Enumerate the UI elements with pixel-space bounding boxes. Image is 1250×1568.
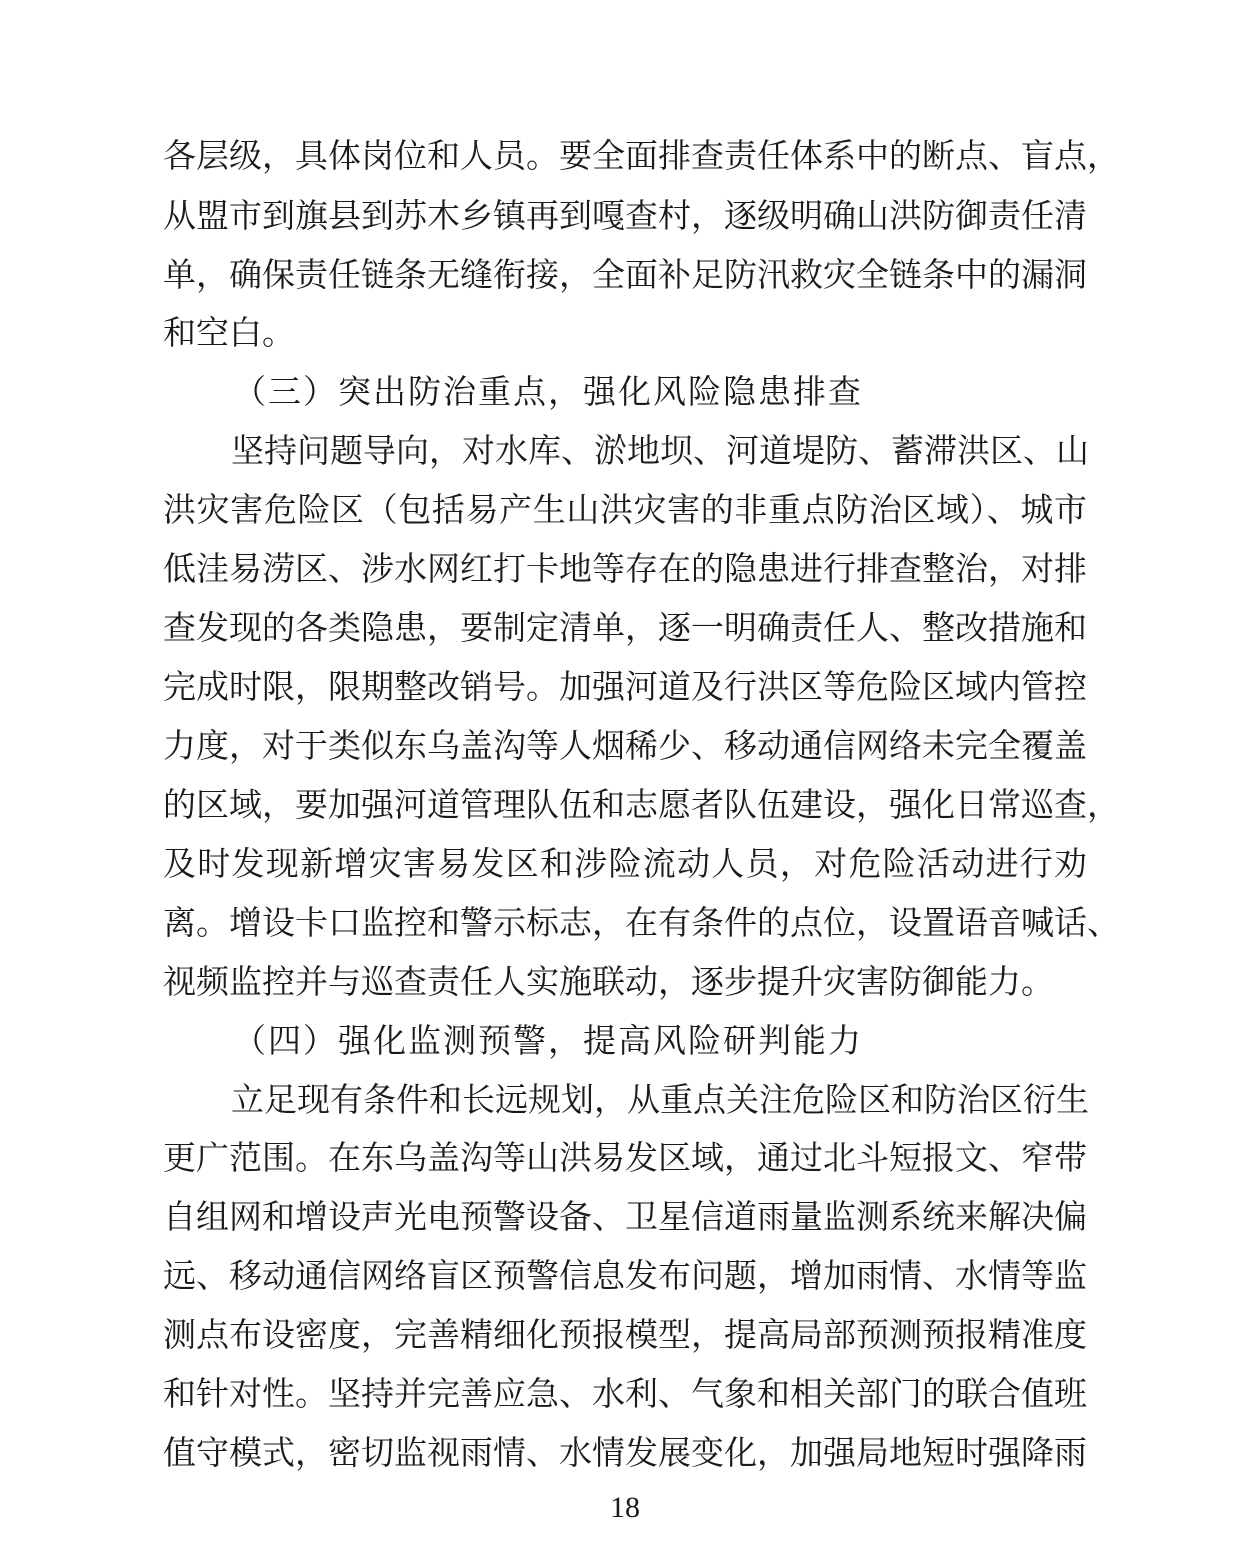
paragraph-line: 更广范围。在东乌盖沟等山洪易发区域，通过北斗短报文、窄带 <box>163 1138 1087 1177</box>
paragraph-line: 离。增设卡口监控和警示标志，在有条件的点位，设置语音喊话、 <box>163 903 1120 942</box>
paragraph-line: 坚持问题导向，对水库、淤地坝、河道堤防、蓄滞洪区、山 <box>231 431 1089 470</box>
page-number: 18 <box>610 1491 640 1524</box>
paragraph-line: 完成时限，限期整改销号。加强河道及行洪区等危险区域内管控 <box>163 667 1087 706</box>
paragraph-line: 的区域，要加强河道管理队伍和志愿者队伍建设，强化日常巡查， <box>163 785 1120 824</box>
paragraph-line: 各层级，具体岗位和人员。要全面排查责任体系中的断点、盲点， <box>163 136 1120 175</box>
paragraph-line: 单，确保责任链条无缝衔接，全面补足防汛救灾全链条中的漏洞 <box>163 255 1087 294</box>
paragraph-line: 自组网和增设声光电预警设备、卫星信道雨量监测系统来解决偏 <box>163 1197 1087 1236</box>
paragraph-line: 值守模式，密切监视雨情、水情发展变化，加强局地短时强降雨 <box>163 1433 1087 1472</box>
section-heading-3: （三）突出防治重点，强化风险隐患排查 <box>233 372 863 411</box>
paragraph-line: 查发现的各类隐患，要制定清单，逐一明确责任人、整改措施和 <box>163 608 1087 647</box>
paragraph-line: 和针对性。坚持并完善应急、水利、气象和相关部门的联合值班 <box>163 1374 1087 1413</box>
section-heading-4: （四）强化监测预警，提高风险研判能力 <box>233 1021 863 1060</box>
paragraph-line: 测点布设密度，完善精细化预报模型，提高局部预测预报精准度 <box>163 1315 1087 1354</box>
paragraph-line: 洪灾害危险区（包括易产生山洪灾害的非重点防治区域）、城市 <box>163 490 1087 529</box>
paragraph-line: 从盟市到旗县到苏木乡镇再到嘎查村，逐级明确山洪防御责任清 <box>163 196 1087 235</box>
paragraph-line: 力度，对于类似东乌盖沟等人烟稀少、移动通信网络未完全覆盖 <box>163 726 1087 765</box>
paragraph-line: 视频监控并与巡查责任人实施联动，逐步提升灾害防御能力。 <box>163 962 1054 1001</box>
paragraph-line: 立足现有条件和长远规划，从重点关注危险区和防治区衍生 <box>231 1080 1089 1119</box>
paragraph-line: 及时发现新增灾害易发区和涉险流动人员，对危险活动进行劝 <box>163 844 1087 883</box>
paragraph-line: 和空白。 <box>163 313 295 352</box>
paragraph-line: 远、移动通信网络盲区预警信息发布问题，增加雨情、水情等监 <box>163 1256 1087 1295</box>
paragraph-line: 低洼易涝区、涉水网红打卡地等存在的隐患进行排查整治，对排 <box>163 549 1087 588</box>
